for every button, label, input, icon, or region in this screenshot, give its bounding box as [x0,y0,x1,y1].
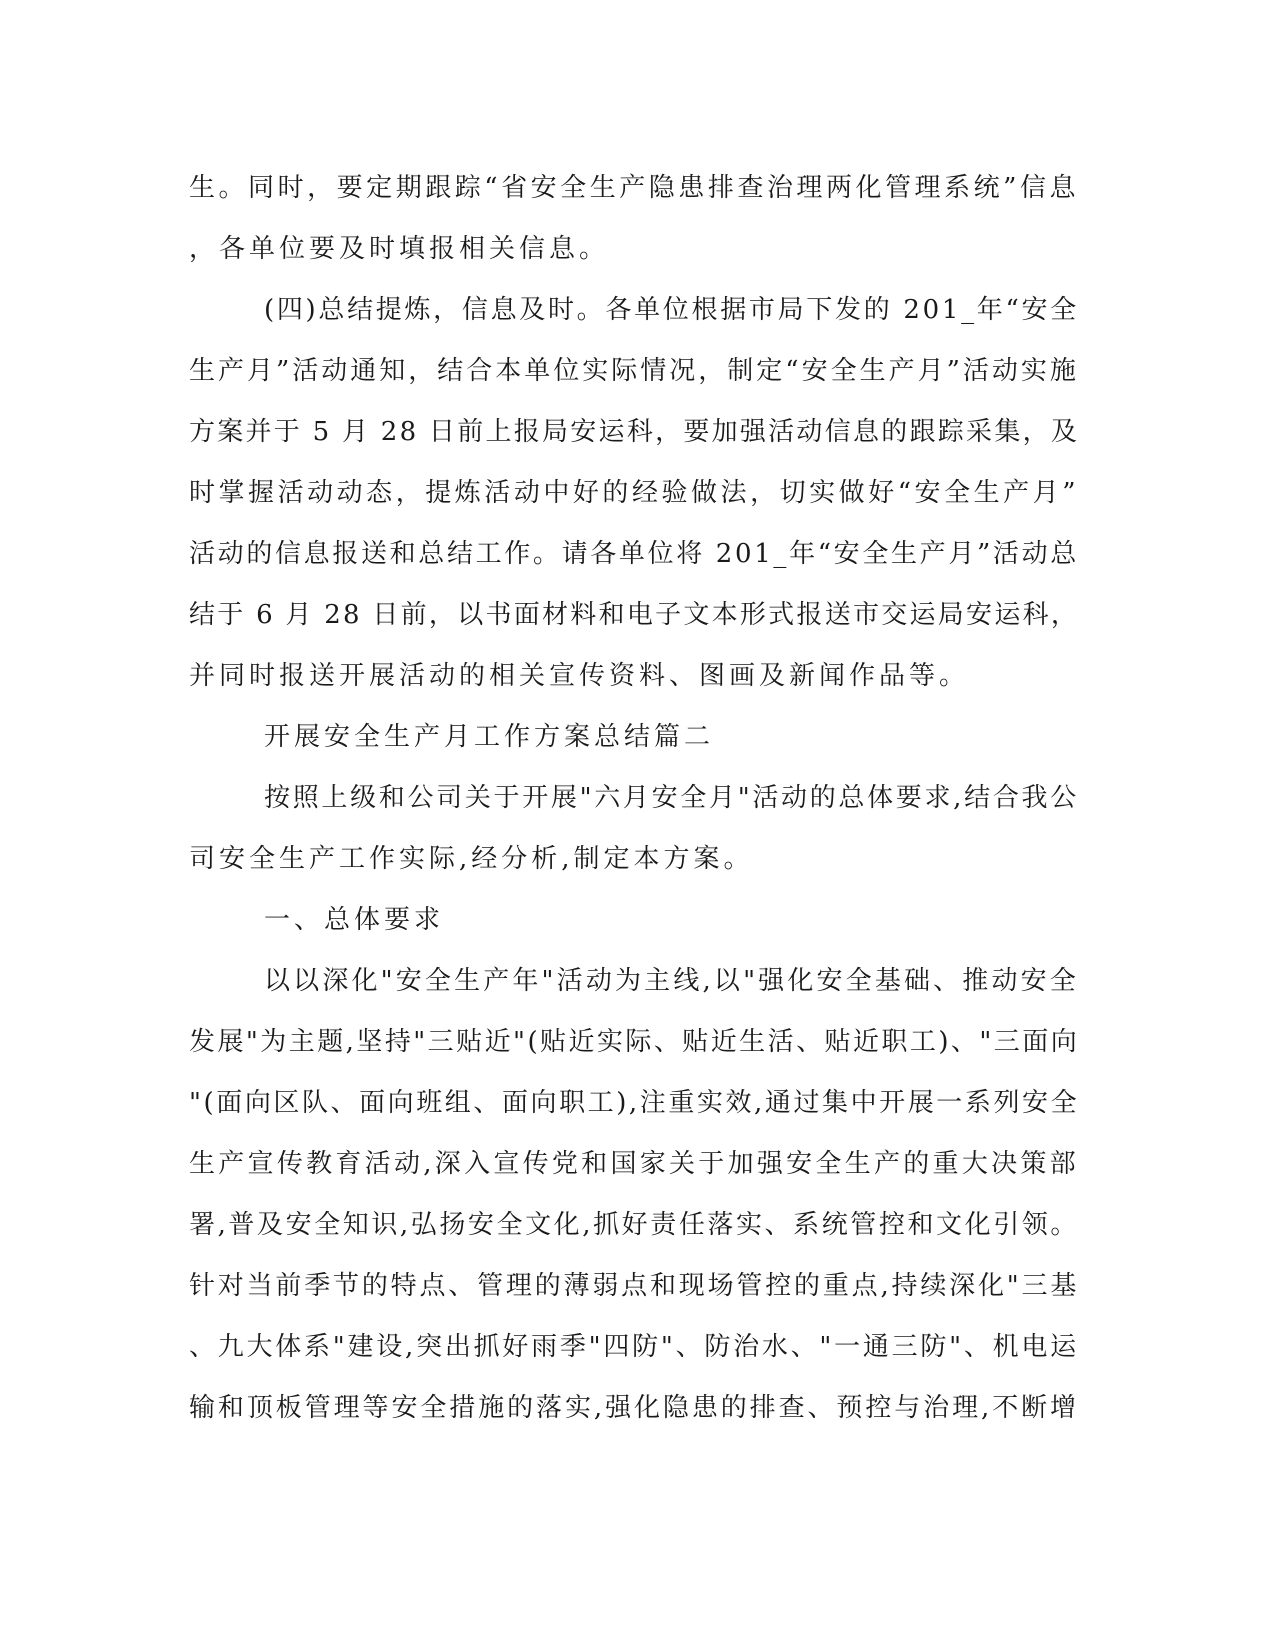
text-line: 时掌握活动动态，提炼活动中好的经验做法，切实做好“安全生产月” [189,478,1080,508]
text-line: 发展"为主题,坚持"三贴近"(贴近实际、贴近生活、贴近职工)、"三面向 [189,1027,1080,1057]
text-line: 生产宣传教育活动,深入宣传党和国家关于加强安全生产的重大决策部 [189,1149,1079,1179]
text-line: 生。同时，要定期跟踪“省安全生产隐患排查治理两化管理系统”信息 [189,173,1080,203]
text-line: 输和顶板管理等安全措施的落实,强化隐患的排查、预控与治理,不断增 [189,1393,1079,1423]
text-line: 结于 6 月 28 日前，以书面材料和电子文本形式报送市交运局安运科， [189,600,1080,630]
text-line: 、九大体系"建设,突出抓好雨季"四防"、防治水、"一通三防"、机电运 [189,1332,1079,1362]
paragraph-start-line: 按照上级和公司关于开展"六月安全月"活动的总体要求,结合我公 [264,783,1079,813]
text-line: "(面向区队、面向班组、面向职工),注重实效,通过集中开展一系列安全 [189,1088,1080,1118]
paragraph-start-line: 以以深化"安全生产年"活动为主线,以"强化安全基础、推动安全 [264,966,1079,996]
text-line: 司安全生产工作实际,经分析,制定本方案。 [189,844,754,874]
text-line: 方案并于 5 月 28 日前上报局安运科，要加强活动信息的跟踪采集，及 [189,417,1080,447]
text-line: 针对当前季节的特点、管理的薄弱点和现场管控的重点,持续深化"三基 [189,1271,1080,1301]
text-line: 署,普及安全知识,弘扬安全文化,抓好责任落实、系统管控和文化引领。 [189,1210,1079,1240]
subsection-heading: 一、总体要求 [264,905,445,935]
document-body [189,158,1079,1439]
text-line: 活动的信息报送和总结工作。请各单位将 201_年“安全生产月”活动总 [189,539,1079,569]
text-line: 生产月”活动通知，结合本单位实际情况，制定“安全生产月”活动实施 [189,356,1079,386]
paragraph-start-line: (四)总结提炼，信息及时。各单位根据市局下发的 201_年“安全 [264,295,1079,325]
text-line: 并同时报送开展活动的相关宣传资料、图画及新闻作品等。 [189,661,970,691]
text-line: ，各单位要及时填报相关信息。 [189,234,610,264]
section-heading: 开展安全生产月工作方案总结篇二 [264,722,715,752]
